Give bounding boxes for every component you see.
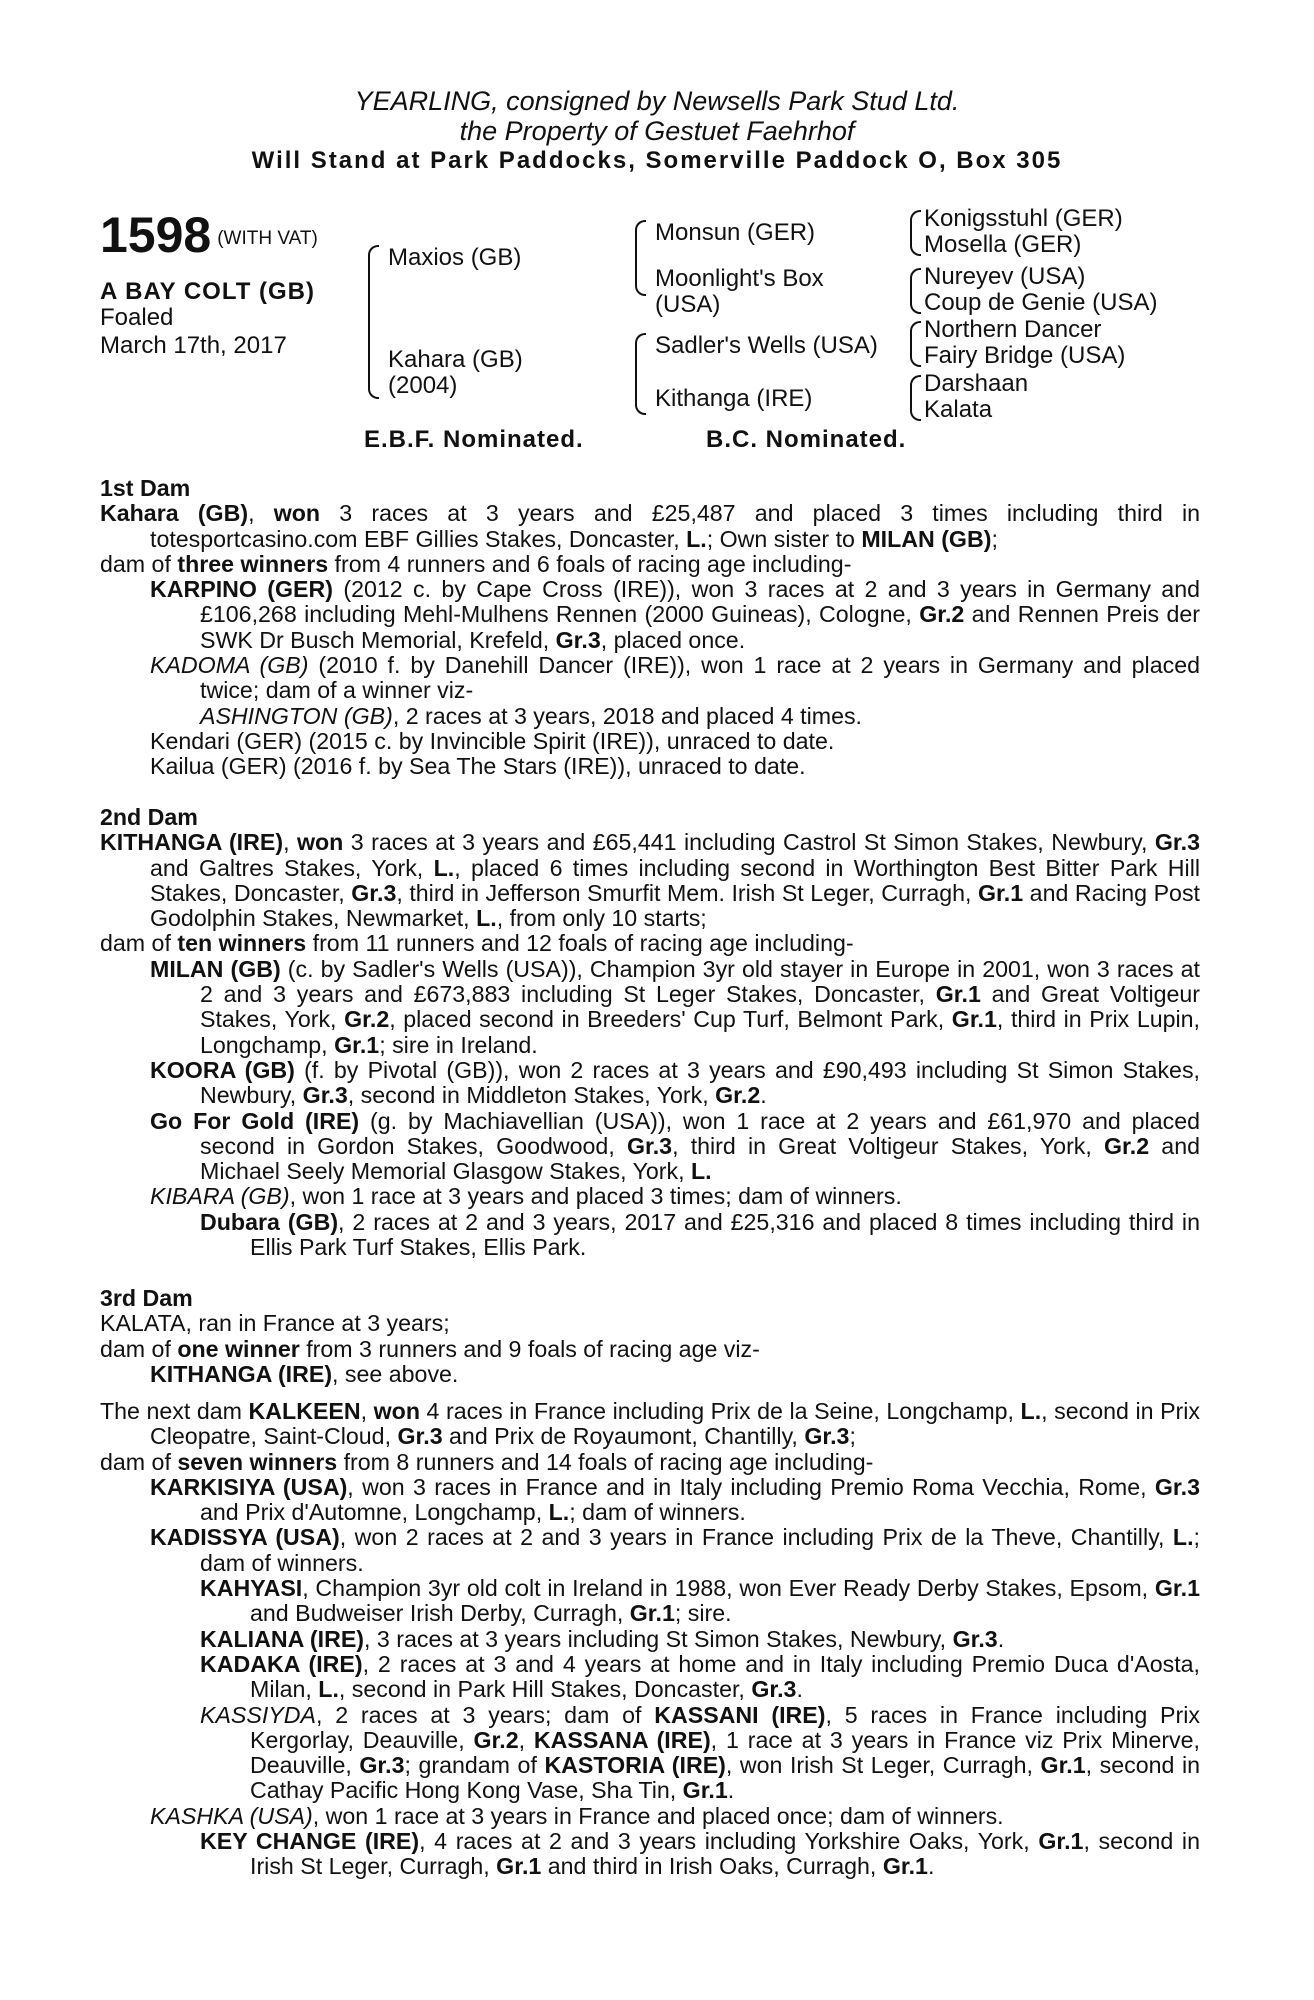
produce-entry: MILAN (GB) (c. by Sadler's Wells (USA)), Champion 3yr old stayer in Europe in 2001, won 3 races at 2 and 3 years and £673,883 including St Leger Stakes, Doncaster, Gr.1 and Great Voltigeur Stakes, York, Gr.2, placed second in Breeders' Cup Turf, Belmont Park, Gr.1, third in Prix Lupin, Longchamp, Gr.1; sire in Ireland.: [150, 955, 1200, 1058]
first-dam-section: [100, 476, 1200, 780]
produce-entry: KASSIYDA, 2 races at 3 years; dam of KASSANI (IRE), 5 races in France including Prix Kergorlay, Deauville, Gr.2, KASSANA (IRE), 1 race at 3 years in France viz Prix Minerve, Deauville, Gr.3; grandam of KASTORIA (IRE), won Irish St Leger, Curragh, Gr.1, second in Cathay Pacific Hong Kong Vase, Sha Tin, Gr.1.: [200, 1701, 1201, 1804]
ped-sss: Konigsstuhl (GER): [924, 205, 1123, 232]
produce-summary: dam of ten winners from 11 runners and 12 foals of racing age including-: [100, 930, 854, 957]
brace-sire-dam: [368, 245, 379, 399]
produce-entry: ASHINGTON (GB), 2 races at 3 years, 2018 and placed 4 times.: [200, 702, 863, 729]
ped-dsd: Fairy Bridge (USA): [924, 342, 1126, 369]
produce-entry: KASHKA (USA), won 1 race at 3 years in France and placed once; dam of winners.: [150, 1802, 1004, 1829]
ped-sds: Nureyev (USA): [924, 263, 1086, 290]
ped-sire-dam-line1: Moonlight's Box: [655, 265, 824, 292]
produce-entry: Kailua (GER) (2016 f. by Sea The Stars (IRE)), unraced to date.: [150, 753, 806, 780]
produce-summary: dam of one winner from 3 runners and 9 foals of racing age viz-: [100, 1335, 760, 1362]
ped-dam-year: (2004): [388, 372, 458, 399]
produce-entry: KIBARA (GB), won 1 race at 3 years and placed 3 times; dam of winners.: [150, 1183, 902, 1210]
ped-dam-dam: Kithanga (IRE): [655, 385, 813, 412]
produce-entry: KEY CHANGE (IRE), 4 races at 2 and 3 years including Yorkshire Oaks, York, Gr.1, second in Irish St Leger, Curragh, Gr.1 and third in Irish Oaks, Curragh, Gr.1.: [200, 1828, 1200, 1880]
foaled-date: March 17th, 2017: [100, 332, 287, 359]
ped-ddd: Kalata: [924, 396, 993, 423]
lot-number-value: 1598: [100, 207, 212, 263]
foaled-label: Foaled: [100, 304, 174, 331]
dam-summary: KITHANGA (IRE), won 3 races at 3 years and £65,441 including Castrol St Simon Stakes, Newbury, Gr.3 and Galtres Stakes, York, L., placed 6 times including second in Worthington Best Bitter Park Hill Stakes, Doncaster, Gr.3, third in Jefferson Smurfit Mem. Irish St Leger, Curragh, Gr.1 and Racing Post Godolphin Stakes, Newmarket, L., from only 10 starts;: [100, 829, 1200, 932]
second-dam-section: [100, 805, 1200, 1260]
ped-sire-sire: Monsun (GER): [655, 219, 816, 246]
produce-entry: KADAKA (IRE), 2 races at 3 and 4 years at home and in Italy including Premio Duca d'Aosta, Milan, L., second in Park Hill Stakes, Doncaster, Gr.3.: [200, 1650, 1200, 1703]
produce-entry: Dubara (GB), 2 races at 2 and 3 years, 2017 and £25,316 and placed 8 times including third in Ellis Park Turf Stakes, Ellis Park.: [200, 1208, 1200, 1261]
section-heading: 1st Dam: [100, 475, 191, 501]
header-consignor: YEARLING, consigned by Newsells Park Stud Ltd.: [354, 86, 960, 116]
brace-g3: [910, 321, 921, 367]
produce-entry: KALIANA (IRE), 3 races at 3 years including St Simon Stakes, Newbury, Gr.3.: [200, 1625, 1005, 1652]
brace-dam-parents: [635, 333, 646, 415]
lot-number: [100, 208, 318, 266]
produce-summary: dam of three winners from 4 runners and 6 foals of racing age including-: [100, 550, 852, 577]
produce-entry: KITHANGA (IRE), see above.: [150, 1360, 459, 1387]
produce-entry: Kendari (GER) (2015 c. by Invincible Spirit (IRE)), unraced to date.: [150, 727, 835, 754]
ped-dss: Northern Dancer: [924, 316, 1102, 343]
bc-nominated: B.C. Nominated.: [706, 426, 907, 453]
produce-entry: KADISSYA (USA), won 2 races at 2 and 3 years in France including Prix de la Theve, Chantilly, L.; dam of winners.: [150, 1524, 1200, 1576]
produce-entry: KARPINO (GER) (2012 c. by Cape Cross (IRE)), won 3 races at 2 and 3 years in Germany and £106,268 including Mehl-Mulhens Rennen (2000 Guineas), Cologne, Gr.2 and Rennen Preis der SWK Dr Busch Memorial, Krefeld, Gr.3, placed once.: [150, 576, 1200, 653]
header-property: the Property of Gestuet Faehrhof: [459, 116, 855, 146]
ped-dam: Kahara (GB): [388, 346, 523, 373]
ped-dam-sire: Sadler's Wells (USA): [655, 332, 878, 359]
brace-sire-parents: [635, 220, 646, 296]
produce-summary: dam of seven winners from 8 runners and 14 foals of racing age including-: [100, 1448, 874, 1475]
ped-sire: Maxios (GB): [388, 244, 522, 271]
dam-summary: The next dam KALKEEN, won 4 races in France including Prix de la Seine, Longchamp, L., second in Prix Cleopatre, Saint-Cloud, Gr.3 and Prix de Royaumont, Chantilly, Gr.3;: [100, 1398, 1201, 1450]
dam-summary: Kahara (GB), won 3 races at 3 years and £25,487 and placed 3 times including third in totesportcasino.com EBF Gillies Stakes, Doncaster, L.; Own sister to MILAN (GB);: [100, 500, 1201, 552]
ped-dds: Darshaan: [924, 370, 1029, 397]
section-heading: 2nd Dam: [100, 804, 198, 830]
vat-note: (WITH VAT): [217, 228, 318, 249]
brace-g1: [910, 210, 921, 256]
ped-sire-dam-line2: (USA): [655, 291, 721, 318]
produce-entry: Go For Gold (IRE) (g. by Machiavellian (USA)), won 1 race at 2 years and £61,970 and placed second in Gordon Stakes, Goodwood, Gr.3, third in Great Voltigeur Stakes, York, Gr.2 and Michael Seely Memorial Glasgow Stakes, York, L.: [150, 1107, 1200, 1185]
brace-g4: [910, 375, 921, 421]
ebf-nominated: E.B.F. Nominated.: [364, 426, 584, 453]
dam-summary: KALATA, ran in France at 3 years;: [100, 1310, 450, 1337]
section-heading: 3rd Dam: [100, 1285, 193, 1311]
third-dam-section: [100, 1286, 1200, 1387]
header-location: Will Stand at Park Paddocks, Somerville Paddock O, Box 305: [251, 147, 1063, 174]
foaled-info: [100, 304, 287, 360]
produce-entry: KAHYASI, Champion 3yr old colt in Ireland in 1988, won Ever Ready Derby Stakes, Epsom, Gr.1 and Budweiser Irish Derby, Curragh, Gr.1; sire.: [200, 1575, 1200, 1627]
brace-g2: [910, 268, 921, 314]
produce-entry: KOORA (GB) (f. by Pivotal (GB)), won 2 races at 3 years and £90,493 including St Simon Stakes, Newbury, Gr.3, second in Middleton Stakes, York, Gr.2.: [150, 1056, 1200, 1109]
produce-entry: KADOMA (GB) (2010 f. by Danehill Dancer (IRE)), won 1 race at 2 years in Germany and placed twice; dam of a winner viz-: [150, 652, 1200, 704]
produce-entry: KARKISIYA (USA), won 3 races in France and in Italy including Premio Roma Vecchia, Rome, Gr.3 and Prix d'Automne, Longchamp, L.; dam of winners.: [150, 1473, 1200, 1526]
lot-title: A BAY COLT (GB): [100, 278, 316, 305]
next-dam-section: [100, 1399, 1200, 1880]
ped-ssd: Mosella (GER): [924, 231, 1082, 258]
ped-sdd: Coup de Genie (USA): [924, 289, 1158, 316]
